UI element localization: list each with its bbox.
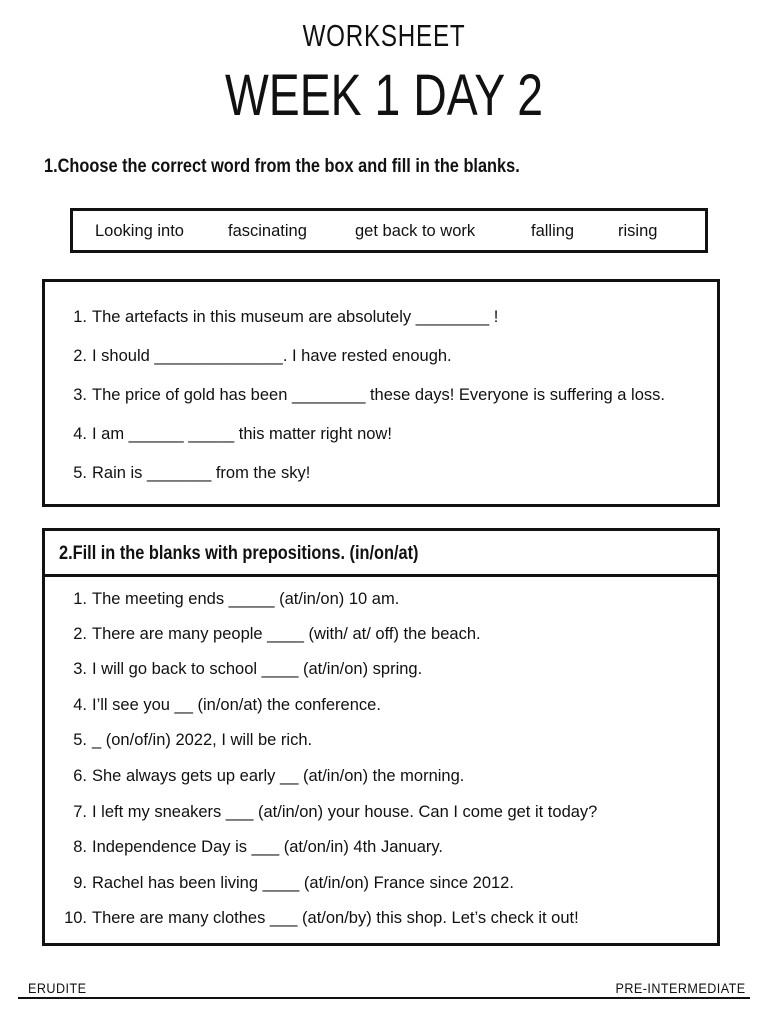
- item-text: The artefacts in this museum are absolutely ________ !: [92, 308, 499, 326]
- item-text: Rain is _______ from the sky!: [92, 464, 311, 482]
- footer-divider: [18, 997, 750, 999]
- footer-publisher: ERUDITE: [28, 980, 87, 996]
- section1-panel: [42, 279, 720, 507]
- footer-level: PRE-INTERMEDIATE: [615, 980, 746, 996]
- item-number: 7.: [73, 803, 87, 821]
- item-text: Independence Day is ___ (at/on/in) 4th January.: [92, 838, 444, 856]
- word-box-item: get back to work: [355, 222, 476, 240]
- item-text: The price of gold has been ________ these days! Everyone is suffering a loss.: [92, 386, 665, 404]
- item-number: 1.: [73, 308, 87, 326]
- word-box-item: rising: [618, 222, 658, 240]
- word-box: [70, 208, 708, 253]
- item-text: She always gets up early __ (at/in/on) the morning.: [92, 767, 465, 785]
- item-number: 4.: [73, 696, 87, 714]
- item-number: 3.: [73, 386, 87, 404]
- item-text: The meeting ends _____ (at/in/on) 10 am.: [92, 590, 400, 608]
- item-text: I left my sneakers ___ (at/in/on) your house. Can I come get it today?: [92, 803, 598, 821]
- item-number: 6.: [73, 767, 87, 785]
- item-text: I should ______________. I have rested enough.: [92, 347, 452, 365]
- worksheet-kicker: WORKSHEET: [302, 18, 466, 53]
- item-number: 3.: [73, 660, 87, 678]
- item-text: _ (on/of/in) 2022, I will be rich.: [92, 731, 313, 749]
- item-number: 2.: [73, 625, 87, 643]
- item-number: 4.: [73, 425, 87, 443]
- item-number: 8.: [73, 838, 87, 856]
- item-text: I am ______ _____ this matter right now!: [92, 425, 392, 443]
- item-text: There are many clothes ___ (at/on/by) this shop. Let’s check it out!: [92, 909, 579, 927]
- section2-instruction: 2.Fill in the blanks with prepositions. (in/on/at): [59, 543, 419, 564]
- word-box-item: fascinating: [228, 222, 307, 240]
- word-box-item: falling: [531, 222, 575, 240]
- item-number: 1.: [73, 590, 87, 608]
- section2-panel: [42, 528, 720, 946]
- page-title: WEEK 1 DAY 2: [224, 63, 544, 128]
- item-text: I’ll see you __ (in/on/at) the conference.: [92, 696, 381, 714]
- item-number: 10.: [64, 909, 87, 927]
- item-text: Rachel has been living ____ (at/in/on) France since 2012.: [92, 874, 514, 892]
- section1-instruction: 1.Choose the correct word from the box and fill in the blanks.: [44, 156, 520, 177]
- word-box-item: Looking into: [95, 222, 184, 240]
- item-number: 5.: [73, 464, 87, 482]
- item-text: There are many people ____ (with/ at/ off) the beach.: [92, 625, 481, 643]
- item-number: 2.: [73, 347, 87, 365]
- item-text: I will go back to school ____ (at/in/on) spring.: [92, 660, 423, 678]
- item-number: 9.: [73, 874, 87, 892]
- item-number: 5.: [73, 731, 87, 749]
- section2-header: [45, 531, 717, 577]
